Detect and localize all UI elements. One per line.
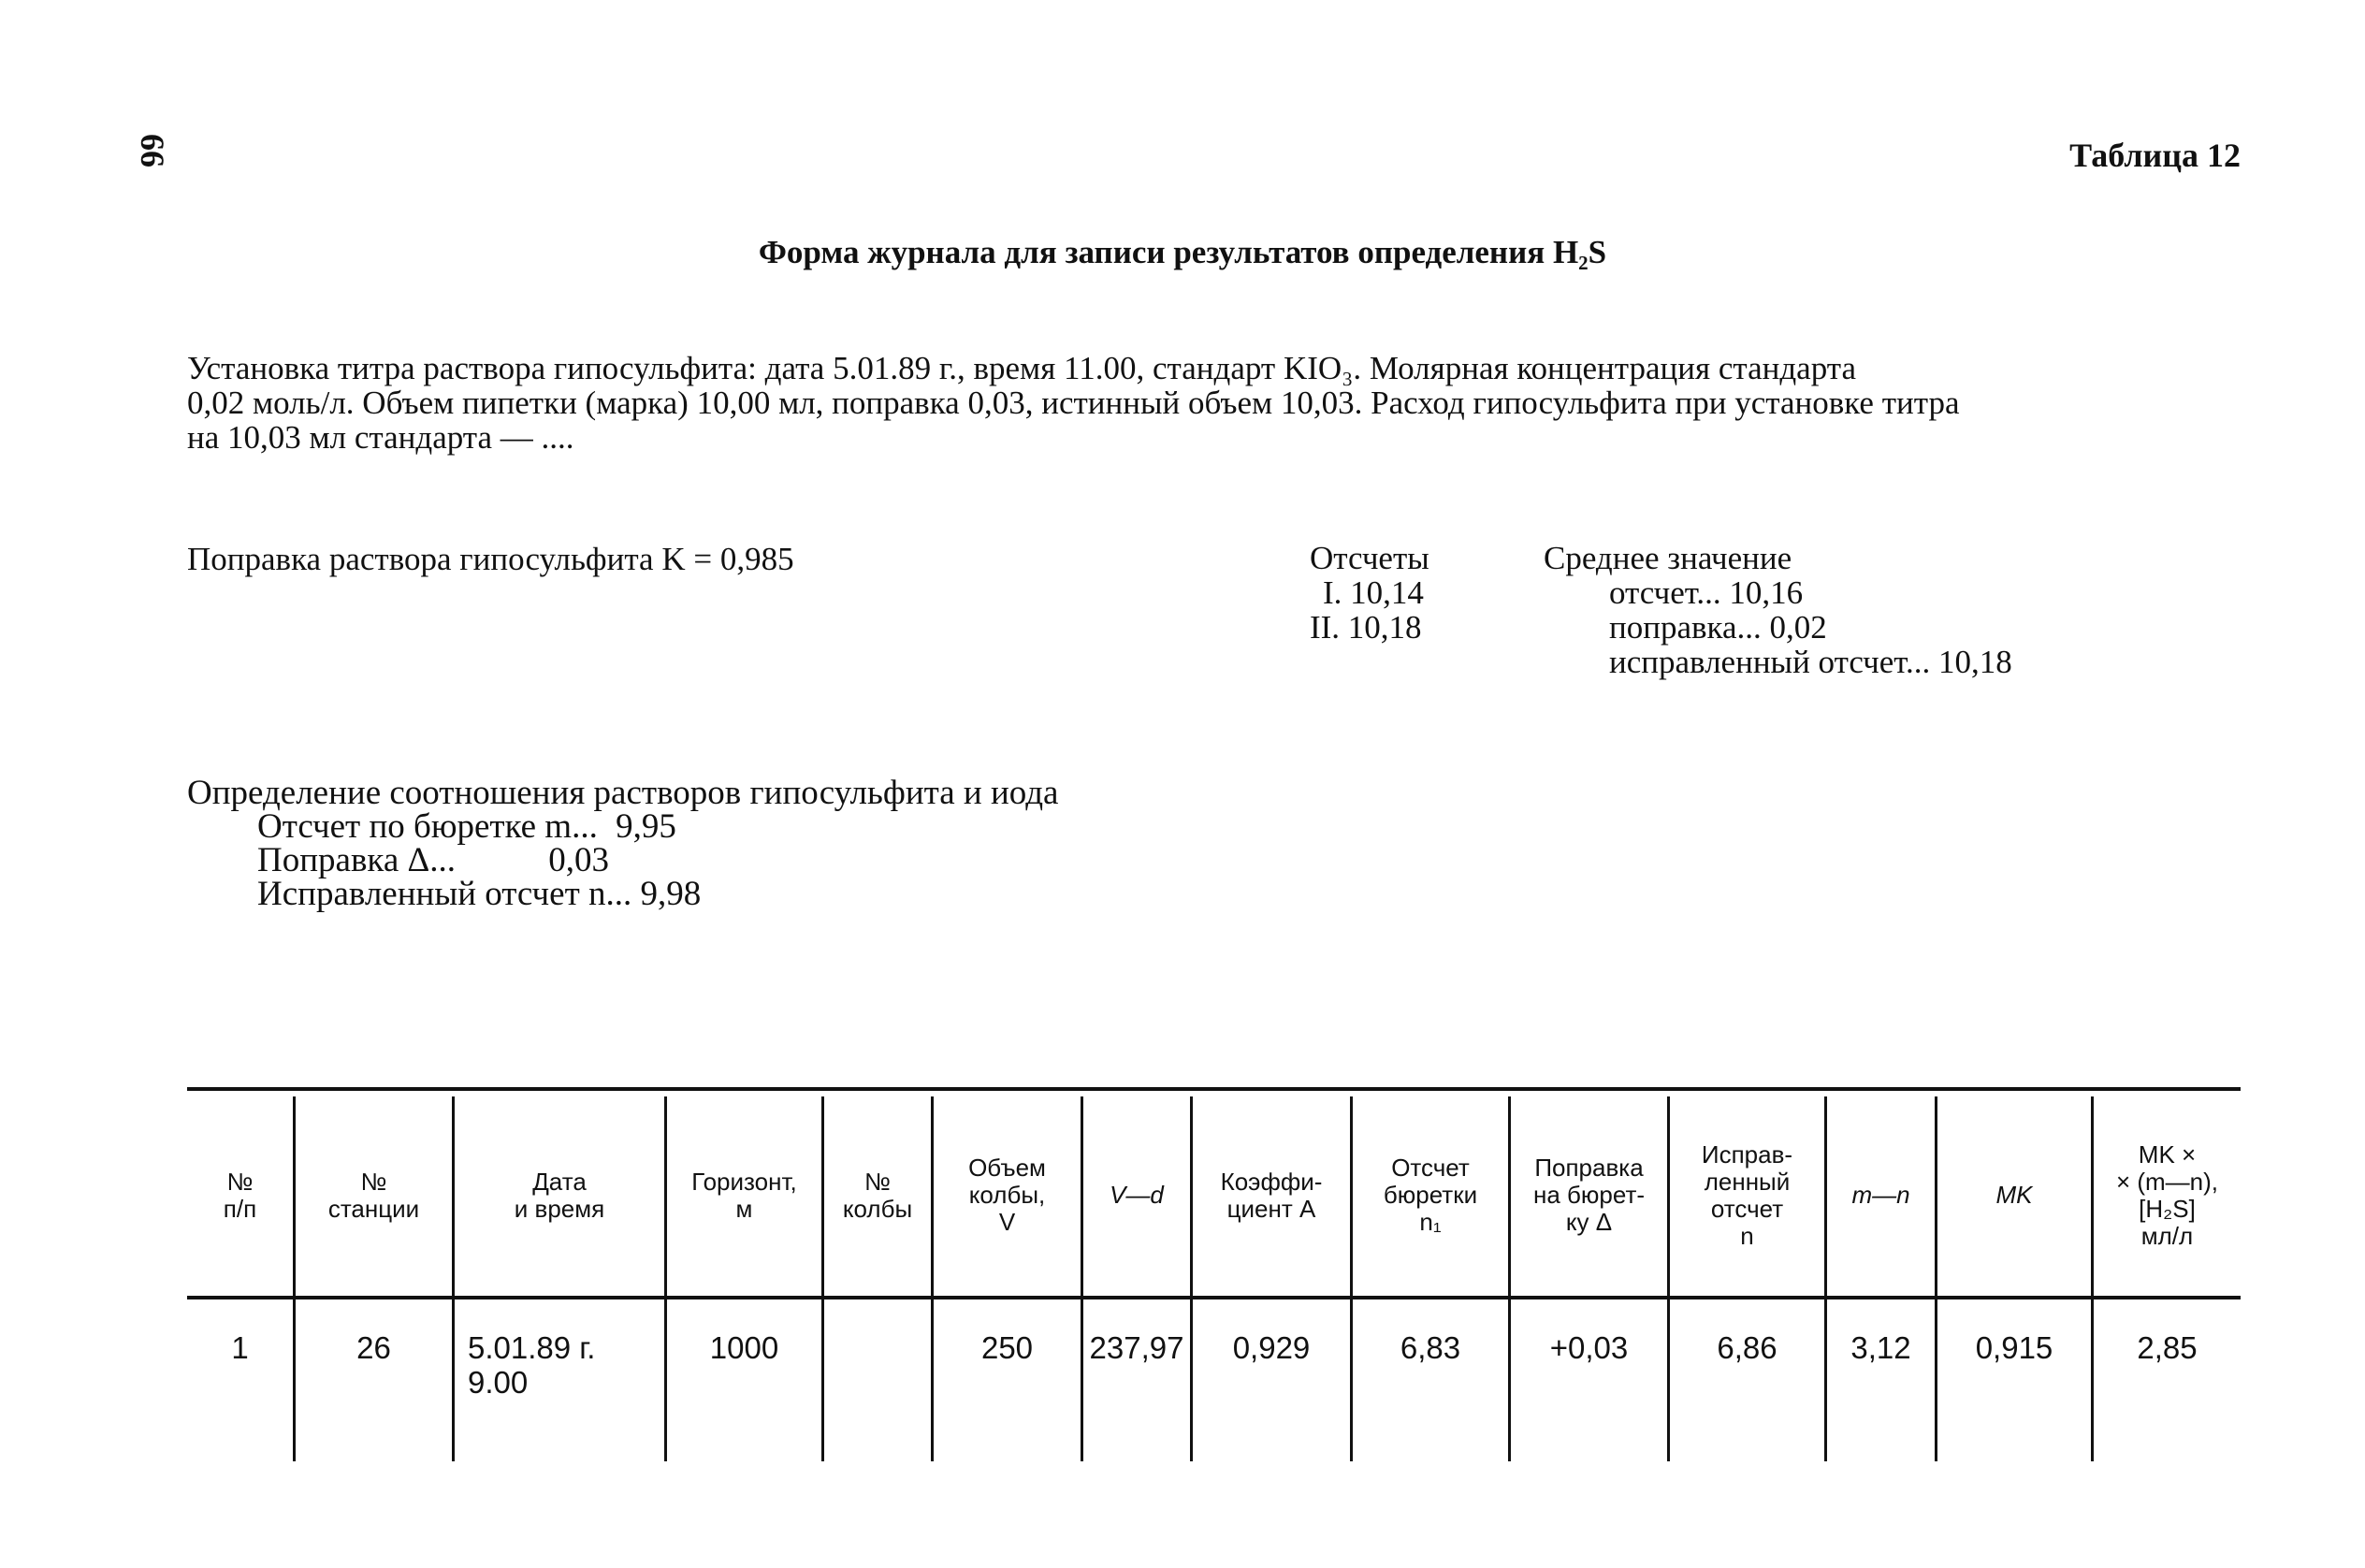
ratio-header: Определение соотношения растворов гипосульфита и иода <box>187 774 1059 812</box>
table-cell: 0,915 <box>1975 1330 2053 1365</box>
table-cell: 5.01.89 г. 9.00 <box>468 1330 596 1400</box>
ratio-correction-value: 0,03 <box>548 841 610 879</box>
table-cell: 26 <box>356 1330 391 1365</box>
header-horizon: Горизонт, м <box>691 1167 797 1223</box>
titration-setup-paragraph <box>187 351 2241 455</box>
ratio-corrected-value: 9,98 <box>640 875 702 913</box>
table-cell: 1 <box>231 1330 249 1365</box>
page-number: 66 <box>134 134 171 167</box>
header-m-minus-n: m—n <box>1851 1181 1910 1209</box>
header-corrected-reading: Исправ- ленный отсчет n <box>1701 1140 1793 1250</box>
header-station-number: № станции <box>327 1167 420 1223</box>
header-flask-volume: Объем колбы, V <box>968 1154 1046 1236</box>
mean-corrected-reading: исправленный отсчет... 10,18 <box>1609 644 2012 680</box>
header-h2s-result: MK × × (m—n), [H₂S] мл/л <box>2115 1140 2219 1250</box>
ratio-block <box>187 774 1059 913</box>
ratio-corrected-label: Исправленный отсчет n... <box>257 875 632 913</box>
header-date-time: Дата и время <box>514 1167 605 1223</box>
table-cell: 1000 <box>709 1330 779 1365</box>
header-burette-correction: Поправка на бюрет- ку Δ <box>1532 1154 1646 1236</box>
ratio-burette-reading <box>187 807 1058 846</box>
table-cell: 237,97 <box>1089 1330 1184 1365</box>
intro-line-3: на 10,03 мл стандарта — .... <box>187 419 574 456</box>
ratio-correction-label: Поправка Δ... <box>257 841 457 879</box>
document-title: Форма журнала для записи результатов определения H₂S <box>758 234 1607 270</box>
header-coefficient-a: Коэффи- циент A <box>1220 1167 1323 1223</box>
table-top-rule <box>187 1087 2241 1091</box>
reading-2: II. 10,18 <box>1310 609 1422 646</box>
table-cell: +0,03 <box>1549 1330 1629 1365</box>
mean-correction: поправка... 0,02 <box>1609 609 1827 646</box>
table-cell: 0,929 <box>1232 1330 1311 1365</box>
intro-line-1: Установка титра раствора гипосульфита: дата 5.01.89 г., время 11.00, стандарт KIO₃. Молярная концентрация стандарта <box>187 350 1857 386</box>
table-label: Таблица 12 <box>2069 137 2241 174</box>
table-cell: 3,12 <box>1850 1330 1911 1365</box>
header-v-minus-d: V—d <box>1110 1181 1164 1209</box>
table-cell: 6,83 <box>1400 1330 1461 1365</box>
header-row-number: № п/п <box>223 1167 257 1223</box>
mean-header: Среднее значение <box>1544 540 1792 576</box>
ratio-burette-value: 9,95 <box>616 807 676 846</box>
ratio-burette-label: Отсчет по бюретке m... <box>257 807 598 846</box>
table-cell: 2,85 <box>2137 1330 2198 1365</box>
intro-line-2: 0,02 моль/л. Объем пипетки (марка) 10,00 мл, поправка 0,03, истинный объем 10,03. Расход гипосульфита при установке титра <box>187 385 1960 421</box>
readings-header: Отсчеты <box>1310 540 1429 576</box>
ratio-correction <box>187 841 1058 879</box>
mean-value-block <box>1544 541 2012 679</box>
header-flask-number: № колбы <box>842 1167 913 1223</box>
mean-reading: отсчет... 10,16 <box>1609 574 1804 611</box>
header-mk: MK <box>1995 1181 2033 1209</box>
table-cell: 250 <box>980 1330 1034 1365</box>
hyposulfite-correction-k: Поправка раствора гипосульфита K = 0,985 <box>187 541 794 577</box>
table-cell: 6,86 <box>1717 1330 1777 1365</box>
table-header-rule <box>187 1296 2241 1299</box>
header-burette-reading: Отсчет бюретки n₁ <box>1383 1154 1478 1236</box>
readings-block <box>1310 541 1429 645</box>
reading-1: I. 10,14 <box>1323 574 1424 611</box>
ratio-corrected-reading <box>187 875 1058 913</box>
